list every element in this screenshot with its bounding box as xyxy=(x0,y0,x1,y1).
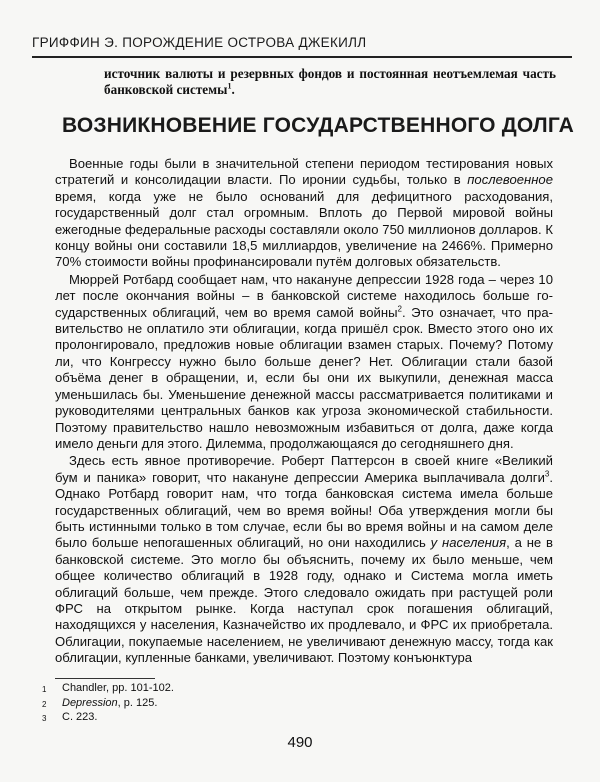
section-title: ВОЗНИКНОВЕНИЕ ГОСУДАРСТВЕННОГО ДОЛГА xyxy=(62,114,574,137)
footnote-rule xyxy=(55,678,155,679)
paragraph-text: Здесь есть явное противоречие. Роберт Паттерсон в своей книге «Великий бум и паника» говорит, что накануне депрессии Америка выплачивала долги xyxy=(55,453,553,485)
footnote-mark: 3 xyxy=(42,714,47,723)
paragraph-2 xyxy=(55,272,553,452)
paragraph-3 xyxy=(55,453,553,666)
paragraph-text: , а не в банковской системе. Это могло бы объяснить, почему их было меньше, чем общее количество облигаций в 1928 году, однако и Система могла иметь облигаций больше, чем прежде. Этого следовало ожидать при растущей роли ФРС на открытом рынке. Когда наступал срок погашения облигаций, находящихся у населения, Казначейство их продлевало, и ФРС их приобретала. Облигации, покупаемые населением, не увеличивают денежную массу, тогда как облигации, купленные банками, увеличивают. Поэтому конъюнктура xyxy=(55,535,553,666)
footnote-text: С. 223. xyxy=(62,711,98,723)
paragraph-text: время, когда уже не было оснований для дефицитного расходования, государственный долг стал огромным. Вплоть до Первой мировой войны ежегодные федеральные расходы составляли около 750 миллионов долларов. К концу войны они составили 18,5 миллиардов, увеличение на 2466%. Примерно 70% стоимости войны профинансировали путём долговых обязательств. xyxy=(55,188,553,270)
running-header: ГРИФФИН Э. ПОРОЖДЕНИЕ ОСТРОВА ДЖЕКИЛЛ xyxy=(32,35,367,50)
paragraph-text: . Это означает, что правительство не оплатило эти облигации, когда пришёл срок. Вместо этого оно их пролонгировало, предложив новые облигации взамен старых. Почему? Потому ли, что Конгрессу нужно было больше денег? Нет. Облигации стали базой объёма денег в обращении, и, если бы они их выкупили, денежная масса уменьшилась бы. Уменьшение денежной массы рассматривается политиками и руководителями центральных банков как угроза экономической стабильности. Поэтому правительство нашло невозможным избавиться от долга, даже когда имело деньги для этого. Дилемма, продолжающаяся до сегодняшнего дня. xyxy=(55,304,553,451)
footnote-mark: 2 xyxy=(42,699,47,709)
quote-block: источник валюты и резервных фондов и постоянная неотъемлемая часть банковской системы$^1$. xyxy=(104,66,556,97)
header-rule xyxy=(32,56,572,58)
emphasis: послевоенное xyxy=(467,172,553,188)
emphasis: у населения xyxy=(430,535,507,551)
footnote xyxy=(42,711,442,726)
footnote xyxy=(42,682,442,697)
footnote-text: Chandler, pp. 101-102. xyxy=(62,682,174,694)
paragraph-text: Мюррей Ротбард сообщает нам, что накануне депрессии 1928 года – через 10 лет после окончания войны – в банковской системе находилось больше государственных облигаций, чем во время самой войны xyxy=(55,271,553,320)
footnote-ref: 1 xyxy=(227,81,232,91)
footnote-italic: Depression xyxy=(62,696,118,709)
footnote-ref: 3 xyxy=(544,469,550,479)
footnote-ref: 2 xyxy=(397,304,402,314)
body-text xyxy=(55,156,553,667)
paragraph-text: . Однако Ротбард говорит нам, что тогда банковская система имела больше государственных облигаций, чем во время войны! Оба утверждения могли бы быть истинными только в том случае, если бы во время войны и на самом деле было больше непогашенных облигаций, но они находились xyxy=(55,469,553,551)
footnote-mark: 1 xyxy=(42,685,47,694)
footnote-text xyxy=(62,697,157,712)
paragraph-text: Военные годы были в значительной степени периодом тестирования новых стратегий и консолидации власти. По иронии судьбы, только в xyxy=(55,156,553,188)
paragraph-1 xyxy=(55,156,553,271)
footnote xyxy=(42,697,442,712)
footnotes xyxy=(42,682,442,726)
quote-text: источник валюты и резервных фондов и постоянная неотъемлемая часть банковской системы xyxy=(104,66,556,97)
footnote-rest: , p. 125. xyxy=(117,696,158,709)
page-number: 490 xyxy=(287,734,313,751)
